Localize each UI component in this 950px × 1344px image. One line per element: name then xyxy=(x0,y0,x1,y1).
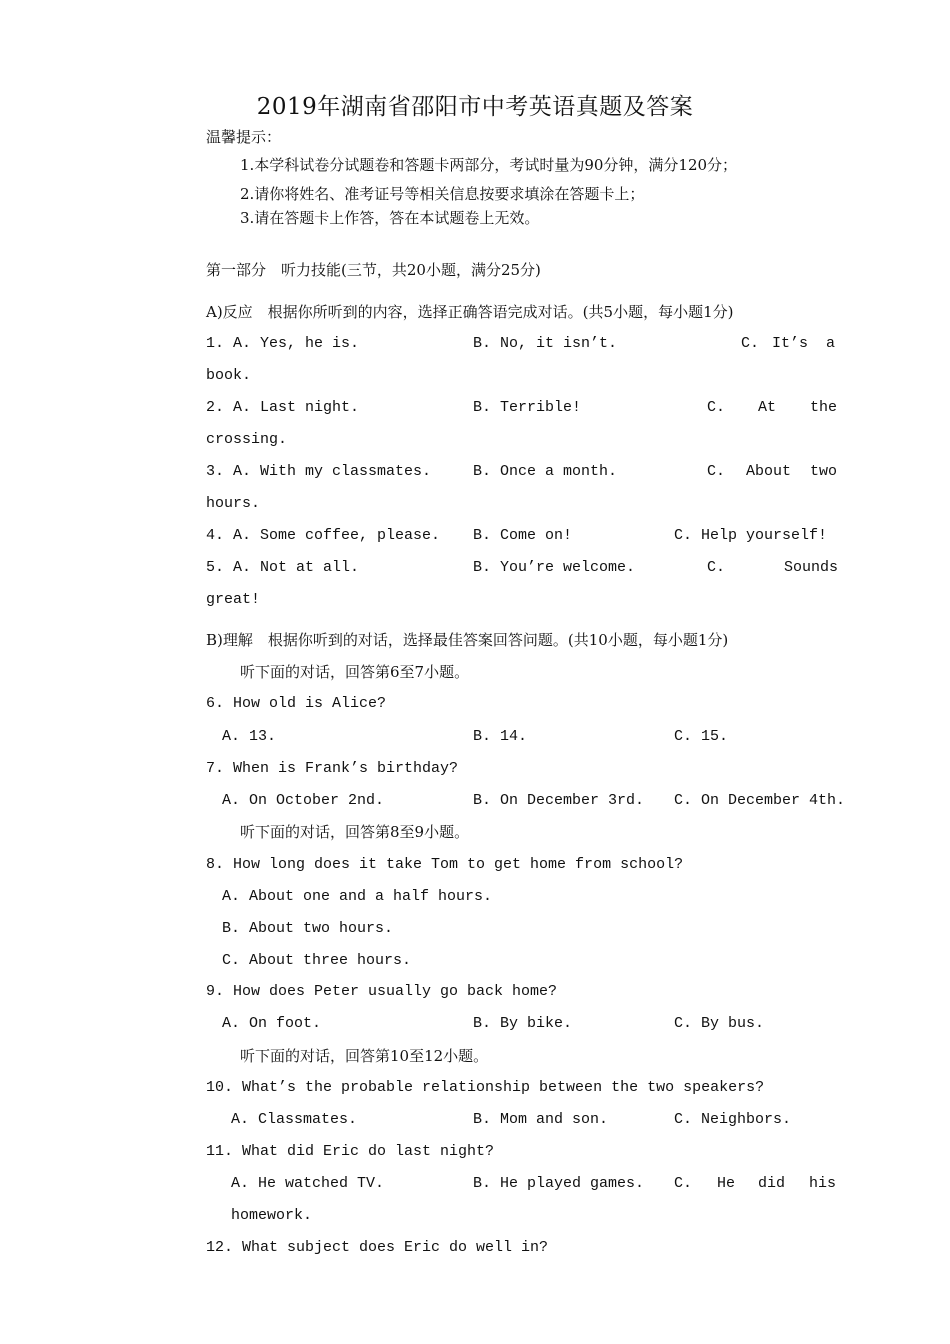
q8-option-a: A. About one and a half hours. xyxy=(222,888,493,905)
q2-option-c-word: the xyxy=(810,399,838,416)
tip-item: 3.请在答题卡上作答，答在本试题卷上无效。 xyxy=(240,209,540,227)
q6-question: 6. How old is Alice? xyxy=(206,695,387,712)
section-b-heading: B)理解 根据你听到的对话，选择最佳答案回答问题。(共10小题，每小题1分) xyxy=(206,631,729,649)
q11-option-b: B. He played games. xyxy=(473,1175,645,1192)
q2-option-c-cont: crossing. xyxy=(206,431,288,448)
q3-option-c-word: About xyxy=(746,463,792,480)
q1-option-c-word: a xyxy=(826,335,836,352)
q5-option-b: B. You’re welcome. xyxy=(473,559,636,576)
listening-instruction: 听下面的对话，回答第8至9小题。 xyxy=(240,823,470,841)
q4-option-c: C. Help yourself! xyxy=(674,527,828,544)
q2-option-c-word: At xyxy=(758,399,777,416)
q2-option-b: B. Terrible! xyxy=(473,399,582,416)
tip-item: 2.请你将姓名、准考证号等相关信息按要求填涂在答题卡上； xyxy=(240,185,645,203)
q7-option-c: C. On December 4th. xyxy=(674,792,846,809)
q5-option-c-word: Sounds xyxy=(784,559,839,576)
q11-option-c-word: did xyxy=(758,1175,786,1192)
q7-question: 7. When is Frank’s birthday? xyxy=(206,760,459,777)
q1-option-c: C. xyxy=(741,335,760,352)
q11-option-c-word: his xyxy=(809,1175,837,1192)
q7-option-a: A. On October 2nd. xyxy=(222,792,385,809)
page-title: 2019年湖南省邵阳市中考英语真题及答案 xyxy=(256,94,694,120)
q1-option-b: B. No, it isn’t. xyxy=(473,335,618,352)
q3-option-a: 3. A. With my classmates. xyxy=(206,463,432,480)
part-heading: 第一部分 听力技能(三节，共20小题，满分25分) xyxy=(206,261,541,279)
q10-option-c: C. Neighbors. xyxy=(674,1111,792,1128)
q11-question: 11. What did Eric do last night? xyxy=(206,1143,495,1160)
q9-option-c: C. By bus. xyxy=(674,1015,765,1032)
tip-item: 1.本学科试卷分试题卷和答题卡两部分，考试时量为90分钟，满分120分； xyxy=(240,156,738,174)
q5-option-c-cont: great! xyxy=(206,591,261,608)
q11-option-a: A. He watched TV. xyxy=(231,1175,385,1192)
q4-option-b: B. Come on! xyxy=(473,527,573,544)
q10-question: 10. What’s the probable relationship between the two speakers? xyxy=(206,1079,765,1096)
q3-option-c-cont: hours. xyxy=(206,495,261,512)
q11-option-c-cont: homework. xyxy=(231,1207,313,1224)
q11-option-c: C. xyxy=(674,1175,693,1192)
q3-option-c: C. xyxy=(707,463,726,480)
q4-option-a: 4. A. Some coffee, please. xyxy=(206,527,441,544)
q2-option-a: 2. A. Last night. xyxy=(206,399,360,416)
q7-option-b: B. On December 3rd. xyxy=(473,792,645,809)
q5-option-c: C. xyxy=(707,559,726,576)
q11-option-c-word: He xyxy=(717,1175,736,1192)
q6-option-b: B. 14. xyxy=(473,728,528,745)
listening-instruction: 听下面的对话，回答第10至12小题。 xyxy=(240,1047,489,1065)
q3-option-c-word: two xyxy=(810,463,838,480)
q1-option-a: 1. A. Yes, he is. xyxy=(206,335,360,352)
q6-option-a: A. 13. xyxy=(222,728,277,745)
q1-option-c-cont: book. xyxy=(206,367,252,384)
listening-instruction: 听下面的对话，回答第6至7小题。 xyxy=(240,663,470,681)
q2-option-c: C. xyxy=(707,399,726,416)
q3-option-b: B. Once a month. xyxy=(473,463,618,480)
q9-question: 9. How does Peter usually go back home? xyxy=(206,983,558,1000)
q6-option-c: C. 15. xyxy=(674,728,729,745)
q10-option-b: B. Mom and son. xyxy=(473,1111,609,1128)
q10-option-a: A. Classmates. xyxy=(231,1111,358,1128)
q5-option-a: 5. A. Not at all. xyxy=(206,559,360,576)
q1-option-c-word: It’s xyxy=(772,335,809,352)
q9-option-a: A. On foot. xyxy=(222,1015,322,1032)
q8-option-b: B. About two hours. xyxy=(222,920,394,937)
q9-option-b: B. By bike. xyxy=(473,1015,573,1032)
tips-label: 温馨提示： xyxy=(206,128,282,146)
q8-option-c: C. About three hours. xyxy=(222,952,412,969)
q12-question: 12. What subject does Eric do well in? xyxy=(206,1239,549,1256)
section-a-heading: A)反应 根据你所听到的内容，选择正确答语完成对话。(共5小题，每小题1分) xyxy=(206,303,734,321)
q8-question: 8. How long does it take Tom to get home from school? xyxy=(206,856,684,873)
